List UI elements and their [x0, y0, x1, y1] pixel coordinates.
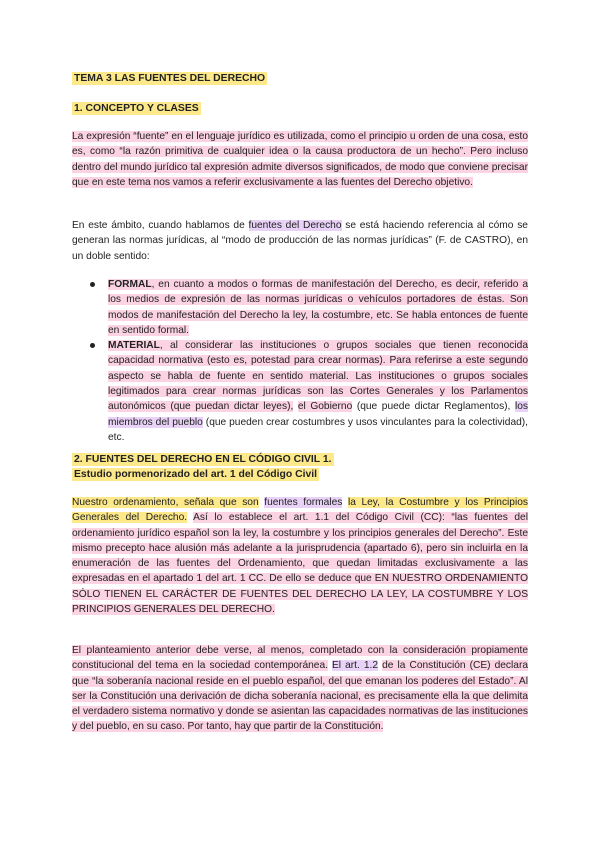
list-item-formal: FORMAL, en cuanto a modos o formas de manifestación del Derecho, es decir, referido a los medios de expresión de las normas jurídicas o vehículos portadores de éstas. Son modos de manifestación del Derecho la ley, la costumbre, etc. Se habla entonces de fuente en sentido formal.	[88, 277, 528, 338]
source-type-list	[88, 277, 528, 445]
section-2-paragraph-1: Nuestro ordenamiento, señala que son fuentes formales la Ley, la Costumbre y los Principios Generales del Derecho. Así lo establece el art. 1.1 del Código Civil (CC): “las fuentes del ordenamiento jurídico español son la ley, la costumbre y los principios generales del Derecho”. Este mismo precepto hace alusión más adelante a la jurisprudencia (apartado 6), pero sin incluirla en la enumeración de las fuentes del Ordenamiento, que quedan limitadas exclusivamente a las expresadas en el apartado 1 del art. 1 CC. De ello se deduce que EN NUESTRO ORDENAMIENTO SÓLO TIENEN EL CARÁCTER DE FUENTES DEL DERECHO LA LEY, LA COSTUMBRE Y LOS PRINCIPIOS GENERALES DEL DERECHO.	[72, 497, 528, 616]
bullet-icon	[90, 343, 95, 348]
bullet-icon	[90, 282, 95, 287]
section-1-paragraph-1: La expresión “fuente” en el lenguaje jurídico es utilizada, como el principio u orden de una cosa, esto es, como “la razón primitiva de cualquier idea o la causa productora de un hecho”. Pero incluso dentro del mundo jurídico tal expresión admite diversos significados, de modo que conviene precisar que en este tema nos vamos a referir exclusivamente a las fuentes del Derecho objetivo.	[72, 131, 528, 188]
section-1-heading: 1. CONCEPTO Y CLASES	[74, 103, 199, 114]
document-title: TEMA 3 LAS FUENTES DEL DERECHO	[74, 73, 266, 84]
section-1-paragraph-2: En este ámbito, cuando hablamos de fuentes del Derecho se está haciendo referencia al cómo se generan las normas jurídicas, al “modo de producción de las normas jurídicas” (F. de CASTRO), en un doble sentido:	[72, 220, 528, 262]
list-item-material: MATERIAL, al considerar las instituciones o grupos sociales que tienen reconocida capacidad normativa (esto es, potestad para crear normas). Para referirse a este segundo aspecto se habla de fuente en sentido material. Las instituciones o grupos sociales legitimados para crear normas jurídicas son las Cortes Generales y los Parlamentos autonómicos (que puedan dictar leyes), el Gobierno (que puede dictar Reglamentos), los miembros del pueblo (que pueden crear costumbres y usos vinculantes para la colectividad), etc.	[88, 338, 528, 445]
section-2-paragraph-2: El planteamiento anterior debe verse, al menos, completado con la consideración propiamente constitucional del tema en la sociedad contemporánea. El art. 1.2 de la Constitución (CE) declara que “la soberanía nacional reside en el pueblo español, del que emanan los poderes del Estado”. Al ser la Constitución una derivación de dicha soberanía nacional, es precisamente ella la que delimita el verdadero sistema normativo y donde se asientan las capacidades normativas de las instituciones y del pueblo, en su caso. Por tanto, hay que partir de la Constitución.	[72, 645, 528, 733]
section-2-heading: 2. FUENTES DEL DERECHO EN EL CÓDIGO CIVIL 1. Estudio pormenorizado del art. 1 del Código Civil	[74, 454, 332, 480]
